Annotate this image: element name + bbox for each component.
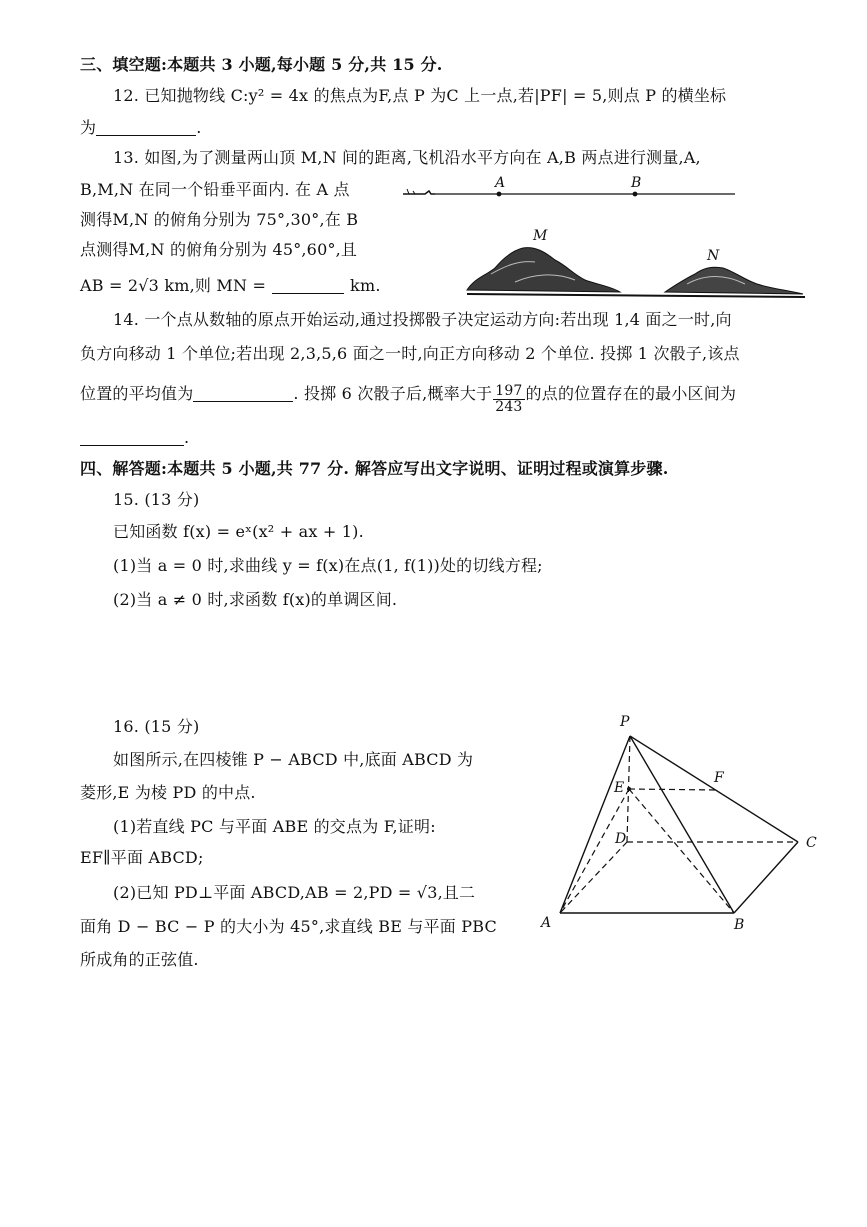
- label-b: B: [631, 175, 642, 191]
- point-e: [627, 787, 631, 791]
- point-b: [633, 192, 638, 197]
- q14-answer-blank-2: [80, 429, 184, 446]
- q13-line1: 13. 如图,为了测量两山顶 M,N 间的距离,飞机沿水平方向在 A,B 两点进行测量,A,: [113, 148, 701, 167]
- q13-answer-blank: [272, 277, 344, 294]
- label-b: B: [734, 917, 745, 933]
- q14-end: .: [184, 428, 190, 447]
- q14-fraction: [493, 384, 524, 415]
- q15-part1: (1)当 a = 0 时,求曲线 y = f(x)在点(1, f(1))处的切线方程;: [113, 556, 543, 575]
- q16-title: 16. (15 分): [113, 717, 200, 736]
- q16-line4: EF∥平面 ABCD;: [80, 848, 204, 867]
- label-c: C: [806, 835, 817, 851]
- fraction-numerator: 197: [495, 383, 523, 399]
- fraction-denominator: 243: [495, 399, 523, 415]
- q12-line1: 12. 已知抛物线 C:y² = 4x 的焦点为F,点 P 为C 上一点,若|PF| = 5,则点 P 的横坐标: [113, 86, 727, 105]
- point-a: [497, 192, 502, 197]
- q13-line2: B,M,N 在同一个铅垂平面内. 在 A 点: [80, 180, 350, 199]
- label-e: E: [614, 780, 625, 796]
- q12-prefix: 为: [80, 118, 97, 137]
- q13-line5: [80, 276, 381, 296]
- q16-line7: 所成角的正弦值.: [80, 950, 199, 969]
- mountain-m-icon: [467, 248, 620, 292]
- section4-header: 四、解答题:本题共 5 小题,共 77 分. 解答应写出文字说明、证明过程或演算步骤.: [80, 459, 669, 478]
- q14-line3: [80, 384, 736, 415]
- q13-line4: 点测得M,N 的俯角分别为 45°,60°,且: [80, 240, 358, 259]
- q13-mountain-figure: [395, 170, 807, 305]
- q16-line3: (1)若直线 PC 与平面 ABE 的交点为 F,证明:: [113, 817, 436, 836]
- q16-line2: 菱形,E 为棱 PD 的中点.: [80, 783, 256, 802]
- q12-suffix: .: [196, 118, 202, 137]
- q16-line6: 面角 D − BC − P 的大小为 45°,求直线 BE 与平面 PBC: [80, 917, 497, 936]
- q16-line5: (2)已知 PD⊥平面 ABCD,AB = 2,PD = √3,且二: [113, 883, 476, 902]
- q14-line4: [80, 428, 189, 448]
- label-d: D: [615, 831, 627, 847]
- q14-line1: 14. 一个点从数轴的原点开始运动,通过投掷骰子决定运动方向:若出现 1,4 面之一时,向: [113, 310, 732, 329]
- q15-title: 15. (13 分): [113, 490, 200, 509]
- label-n: N: [707, 248, 720, 264]
- label-m: M: [533, 228, 548, 244]
- q14-line2: 负方向移动 1 个单位;若出现 2,3,5,6 面之一时,向正方向移动 2 个单位. 投掷 1 次骰子,该点: [80, 344, 740, 363]
- pyramid-solid-edges: [560, 736, 798, 913]
- q16-pyramid-figure: [536, 710, 826, 940]
- q14-middle: . 投掷 6 次骰子后,概率大于: [293, 384, 493, 403]
- q14-answer-blank-1: [193, 385, 293, 402]
- q12-line2: [80, 118, 202, 138]
- q16-line1: 如图所示,在四棱锥 P − ABCD 中,底面 ABCD 为: [113, 750, 474, 769]
- q14-suffix: 的点的位置存在的最小区间为: [525, 384, 737, 403]
- q14-prefix: 位置的平均值为: [80, 384, 194, 403]
- label-p: P: [620, 714, 630, 730]
- section3-header: 三、填空题:本题共 3 小题,每小题 5 分,共 15 分.: [80, 55, 443, 74]
- q12-answer-blank: [96, 119, 196, 136]
- q13-prefix: AB = 2√3 km,则 MN =: [80, 276, 267, 295]
- q15-line1: 已知函数 f(x) = eˣ(x² + ax + 1).: [113, 522, 364, 541]
- label-a: A: [541, 915, 552, 931]
- q15-part2: (2)当 a ≠ 0 时,求函数 f(x)的单调区间.: [113, 590, 398, 609]
- airplane-icon: [403, 189, 435, 194]
- label-f: F: [714, 770, 724, 786]
- q13-line3: 测得M,N 的俯角分别为 75°,30°,在 B: [80, 210, 359, 229]
- mountain-n-icon: [665, 267, 803, 294]
- q13-suffix: km.: [350, 276, 381, 295]
- ground-line: [467, 294, 805, 297]
- label-a: A: [495, 175, 506, 191]
